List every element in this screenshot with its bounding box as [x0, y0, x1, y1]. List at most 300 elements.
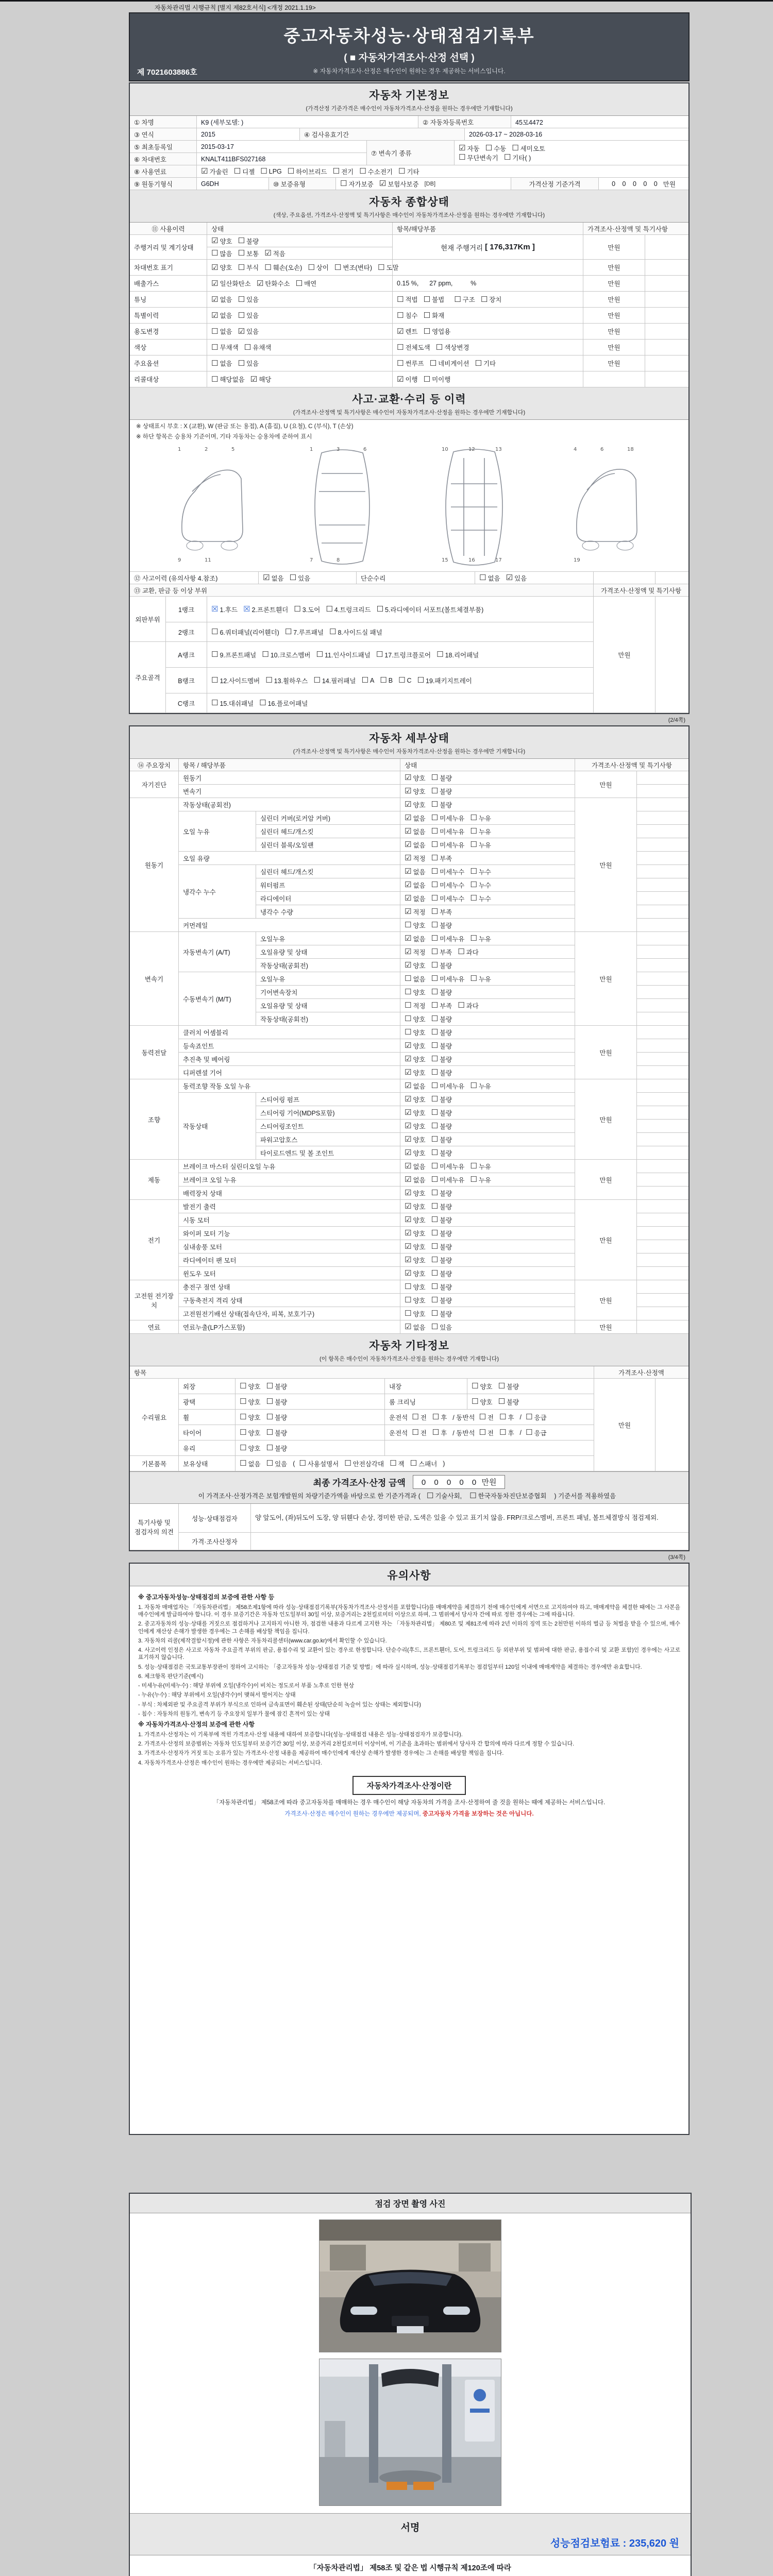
checkbox-option[interactable]: [431, 867, 465, 876]
checkbox-option[interactable]: [431, 1296, 452, 1305]
checkbox-option[interactable]: [431, 1256, 452, 1265]
checkbox-option[interactable]: [238, 249, 259, 258]
checkbox-option[interactable]: [412, 1413, 427, 1422]
checkbox-option[interactable]: [431, 921, 452, 930]
empty-box-icon: ☐: [344, 1459, 351, 1468]
checkbox-option[interactable]: [431, 1135, 452, 1144]
car-damage-diagrams: [130, 443, 688, 572]
checkbox-option[interactable]: [211, 236, 232, 246]
checkbox-label: 구조: [462, 296, 475, 303]
checkbox-option[interactable]: [504, 153, 531, 162]
empty-box-icon: ☐: [431, 907, 439, 916]
checkbox-option[interactable]: [405, 1135, 426, 1144]
checkbox-option[interactable]: [431, 1081, 465, 1091]
checkbox-option[interactable]: [436, 650, 479, 659]
checkbox-option[interactable]: [405, 1175, 426, 1184]
checkbox-option[interactable]: [240, 1444, 261, 1453]
accident-history-row: [130, 572, 688, 584]
column-header: 가격조사·산정액 및 특기사항: [575, 759, 688, 771]
checkbox-option[interactable]: [259, 699, 308, 708]
checkbox-option[interactable]: [459, 144, 480, 153]
checkbox-option[interactable]: [211, 311, 232, 320]
remark-cell: [637, 1120, 688, 1133]
empty-box-icon: ☐: [423, 294, 431, 304]
checkbox-option[interactable]: [240, 1428, 261, 1437]
checkbox-option[interactable]: [238, 311, 259, 320]
device-label: 변속기: [130, 932, 179, 1026]
checkbox-option[interactable]: [431, 1162, 465, 1171]
checkbox-option[interactable]: [431, 854, 452, 863]
checkbox-option[interactable]: [250, 375, 272, 384]
item-label: 라디에이터 팬 모터: [179, 1253, 400, 1267]
checkbox-option[interactable]: [431, 1001, 452, 1010]
checkbox-option[interactable]: [479, 1428, 494, 1437]
checkbox-option[interactable]: [470, 880, 491, 890]
checkbox-option[interactable]: [458, 947, 479, 957]
rank-label: A랭크: [166, 642, 207, 668]
checkbox-option[interactable]: [431, 1215, 452, 1225]
checkbox-option[interactable]: [405, 1323, 426, 1332]
checkbox-option[interactable]: [431, 1282, 452, 1292]
checked-box-icon: ☑: [405, 1067, 412, 1077]
checkbox-option[interactable]: [427, 1491, 462, 1500]
checkbox-option[interactable]: [431, 894, 465, 903]
state-options: [400, 1039, 575, 1053]
svg-text:18: 18: [627, 447, 634, 452]
sub-item-label: 작동상태(공회전): [256, 1012, 400, 1026]
checkbox-label: 불량: [275, 1414, 288, 1421]
checkbox-option[interactable]: [470, 827, 491, 836]
checkbox-option[interactable]: [294, 605, 320, 614]
state-options: [467, 1379, 594, 1394]
price-cell: 만원: [575, 798, 637, 932]
checkbox-option[interactable]: [431, 1242, 452, 1251]
checkbox-option[interactable]: [512, 144, 545, 153]
checkbox-label: 수소전기: [367, 168, 393, 176]
empty-box-icon: ☐: [472, 1381, 479, 1391]
checkbox-option[interactable]: [470, 1081, 491, 1091]
checkbox-option[interactable]: [405, 947, 426, 957]
checkbox-option[interactable]: [238, 236, 259, 246]
checkbox-option[interactable]: [405, 1122, 426, 1131]
checkbox-option[interactable]: [431, 947, 452, 957]
checkbox-option[interactable]: [405, 1242, 426, 1251]
checkbox-option[interactable]: [398, 167, 419, 176]
checkbox-option[interactable]: [397, 327, 418, 336]
checkbox-option[interactable]: [405, 1189, 426, 1198]
section-band: [130, 726, 688, 759]
checkbox-option[interactable]: [472, 1397, 493, 1406]
checkbox-option[interactable]: [262, 650, 310, 659]
checkbox-option[interactable]: [238, 263, 259, 272]
checkbox-option[interactable]: [211, 650, 256, 659]
checkbox-option[interactable]: [479, 1413, 494, 1422]
checkbox-option[interactable]: [470, 814, 491, 823]
checkbox-option[interactable]: [211, 375, 245, 384]
checkbox-option[interactable]: [405, 1202, 426, 1211]
checkbox-option[interactable]: [211, 359, 232, 368]
checkbox-option[interactable]: [405, 1068, 426, 1077]
checkbox-option[interactable]: [458, 1001, 479, 1010]
notice-subsection-title: ※ 중고자동차성능·상태점검의 보증에 관한 사항 등: [138, 1594, 275, 1601]
checkbox-option[interactable]: [240, 1382, 261, 1391]
checkbox-option[interactable]: [211, 327, 232, 336]
checkbox-option[interactable]: [264, 263, 302, 272]
checkbox-option[interactable]: [266, 1444, 288, 1453]
detail-group: [130, 932, 688, 1026]
empty-box-icon: ☐: [470, 867, 477, 876]
checkbox-option[interactable]: [397, 375, 418, 384]
checkbox-option[interactable]: [499, 1413, 514, 1422]
checkbox-option[interactable]: [431, 773, 452, 783]
state-options: [207, 324, 393, 340]
checkbox-option[interactable]: [405, 880, 426, 890]
overall-row: [130, 308, 688, 324]
checkbox-option[interactable]: [405, 1282, 426, 1292]
checkbox-option[interactable]: [470, 1175, 491, 1184]
checkbox-option[interactable]: [431, 1108, 452, 1117]
rank-label: C랭크: [166, 693, 207, 713]
checkbox-option[interactable]: [431, 1041, 452, 1050]
empty-box-icon: ☐: [431, 1161, 439, 1171]
checkbox-option[interactable]: [431, 814, 465, 823]
checkbox-label: 3.도어: [302, 606, 321, 614]
checkbox-option[interactable]: [362, 676, 375, 684]
checkbox-option[interactable]: [397, 343, 430, 352]
other-table: [130, 1379, 688, 1471]
checkbox-option[interactable]: [299, 1459, 339, 1468]
checkbox-option[interactable]: [431, 1055, 452, 1064]
checkbox-option[interactable]: [526, 1413, 547, 1422]
warranty-suffix: [DB]: [424, 180, 436, 187]
checkbox-option[interactable]: [296, 279, 317, 288]
checkbox-option[interactable]: [211, 699, 254, 708]
checkbox-option[interactable]: [470, 1162, 491, 1171]
checkbox-option[interactable]: [405, 1256, 426, 1265]
checkbox-option[interactable]: [398, 676, 411, 684]
checkbox-option[interactable]: [234, 167, 255, 176]
checkbox-option[interactable]: [211, 628, 279, 637]
checkbox-option[interactable]: [405, 1028, 426, 1037]
checkbox-option[interactable]: [326, 605, 371, 614]
checkbox-option[interactable]: [405, 1269, 426, 1278]
checkbox-option[interactable]: [498, 1382, 519, 1391]
checkbox-option[interactable]: [405, 1055, 426, 1064]
remark-cell: [645, 355, 688, 371]
checkbox-option[interactable]: [472, 1382, 493, 1391]
checkbox-option[interactable]: [475, 359, 496, 368]
checkbox-option[interactable]: [405, 1148, 426, 1158]
checkbox-option[interactable]: [431, 880, 465, 890]
checkbox-label: 불량: [440, 1123, 452, 1130]
notice-item: - 누유(누수) : 해당 부위에서 오일(냉각수)이 맺혀서 떨어지는 상태: [138, 1692, 296, 1699]
checkbox-option[interactable]: [405, 787, 426, 796]
checkbox-option[interactable]: [431, 1028, 452, 1037]
checkbox-option[interactable]: [499, 1428, 514, 1437]
checkbox-option[interactable]: [431, 988, 452, 997]
item-label: 고전원전기배선 상태(접속단자, 피복, 보호기구): [179, 1307, 400, 1320]
checkbox-option[interactable]: [405, 921, 426, 930]
state-options: [400, 1227, 575, 1240]
checkbox-option[interactable]: [340, 179, 374, 189]
checkbox-option[interactable]: [470, 840, 491, 850]
checkbox-label: 불량: [440, 788, 452, 795]
checked-box-icon: ☒: [211, 604, 219, 614]
checkbox-label: 있음: [246, 360, 259, 367]
checkbox-option[interactable]: [211, 676, 260, 685]
checkbox-label: A: [369, 676, 375, 684]
checkbox-option[interactable]: [266, 1459, 288, 1468]
checkbox-option[interactable]: [379, 179, 419, 189]
checkbox-label: 없음: [248, 1460, 261, 1468]
checkbox-option[interactable]: [405, 988, 426, 997]
checkbox-option[interactable]: [405, 1309, 426, 1318]
checkbox-option[interactable]: [431, 934, 465, 943]
checkbox-label: 불량: [440, 1149, 452, 1157]
checkbox-option[interactable]: [405, 840, 426, 850]
checkbox-option[interactable]: [469, 1491, 546, 1500]
svg-text:12: 12: [468, 447, 475, 452]
checkbox-option[interactable]: [431, 1269, 452, 1278]
checkbox-option[interactable]: [431, 1148, 452, 1158]
empty-box-icon: ☐: [240, 1459, 247, 1468]
checkbox-option[interactable]: [397, 295, 418, 304]
checkbox-option[interactable]: [405, 1041, 426, 1050]
checkbox-option[interactable]: [424, 295, 445, 304]
checkbox-option[interactable]: [240, 1397, 261, 1406]
checkbox-option[interactable]: [405, 1296, 426, 1305]
checkbox-option[interactable]: [313, 676, 356, 685]
checkbox-label: 양호: [413, 1123, 426, 1130]
checkbox-option[interactable]: [243, 605, 288, 614]
checkbox-option[interactable]: [431, 787, 452, 796]
checkbox-option[interactable]: [211, 263, 232, 272]
remark-cell: [637, 1200, 688, 1213]
detail-group: [130, 1026, 688, 1079]
checkbox-option[interactable]: [431, 827, 465, 836]
remark-cell: [637, 1039, 688, 1053]
checkbox-option[interactable]: [334, 263, 372, 272]
checkbox-option[interactable]: [431, 1175, 465, 1184]
checkbox-option[interactable]: [526, 1428, 547, 1437]
checkbox-option[interactable]: [201, 167, 228, 176]
row-label: 특별이력: [130, 308, 207, 324]
checkbox-option[interactable]: [405, 1001, 426, 1010]
checkbox-option[interactable]: [405, 934, 426, 943]
checkbox-option[interactable]: [431, 1202, 452, 1211]
checkbox-option[interactable]: [211, 279, 251, 288]
state-options: [400, 1093, 575, 1106]
checkbox-option[interactable]: [266, 1397, 288, 1406]
checkbox-option[interactable]: [405, 1162, 426, 1171]
checkbox-option[interactable]: [470, 974, 491, 984]
item-label: 원동기: [179, 771, 400, 785]
checkbox-option[interactable]: [405, 800, 426, 809]
checkbox-option[interactable]: [431, 800, 452, 809]
checkbox-option[interactable]: [431, 1122, 452, 1131]
checkbox-label: 전기: [341, 168, 354, 176]
checkbox-label: 이행: [405, 376, 418, 383]
checkbox-option[interactable]: [431, 1189, 452, 1198]
checkbox-option[interactable]: [432, 1413, 447, 1422]
checkbox-option[interactable]: [481, 295, 502, 304]
state-options: [207, 260, 399, 276]
checkbox-option[interactable]: [430, 359, 469, 368]
checkbox-option[interactable]: [436, 343, 469, 352]
checkbox-option[interactable]: [397, 311, 418, 320]
checkbox-label: 불량: [440, 1096, 452, 1104]
checkbox-option[interactable]: [333, 167, 354, 176]
checkbox-option[interactable]: [316, 650, 370, 659]
checkbox-label: 불량: [507, 1383, 519, 1391]
checkbox-label: 불량: [440, 989, 452, 996]
position-options: [385, 1425, 594, 1440]
checkbox-option[interactable]: [211, 605, 238, 614]
checkbox-option[interactable]: [459, 153, 498, 162]
checkbox-option[interactable]: [431, 1229, 452, 1238]
checkbox-option[interactable]: [431, 1095, 452, 1104]
checkbox-option[interactable]: [424, 327, 451, 336]
checkbox-option[interactable]: [431, 840, 465, 850]
checkbox-label: 12.사이드멤버: [220, 677, 260, 685]
checkbox-option[interactable]: [485, 144, 507, 153]
checkbox-option[interactable]: [405, 894, 426, 903]
checkbox-option[interactable]: [238, 359, 259, 368]
checkbox-option[interactable]: [265, 676, 308, 685]
checkbox-label: 누수: [478, 895, 491, 903]
checkbox-option[interactable]: [405, 1095, 426, 1104]
remark-cell: [637, 811, 688, 825]
empty-box-icon: ☐: [479, 573, 486, 582]
checkbox-option[interactable]: [431, 974, 465, 984]
checkbox-option[interactable]: [424, 375, 451, 384]
checkbox-option[interactable]: [397, 359, 424, 368]
checkbox-option[interactable]: [405, 1081, 426, 1091]
checkbox-option[interactable]: [431, 1309, 452, 1318]
checkbox-option[interactable]: [376, 650, 431, 659]
checkbox-option[interactable]: [417, 676, 472, 685]
checkbox-option[interactable]: [405, 1108, 426, 1117]
checkbox-label: 불량: [440, 922, 452, 929]
checkbox-label: 불량: [440, 1015, 452, 1023]
checkbox-option[interactable]: [359, 167, 393, 176]
checkbox-option[interactable]: [290, 573, 311, 583]
checkbox-option[interactable]: [506, 573, 527, 583]
state-options: [400, 1307, 575, 1320]
checkbox-option[interactable]: [390, 1459, 405, 1468]
checkbox-option[interactable]: [405, 854, 426, 863]
checkbox-option[interactable]: [412, 1428, 427, 1437]
column-header: ⑭ 주요장치: [130, 759, 179, 771]
checkbox-option[interactable]: [479, 573, 500, 583]
checkbox-option[interactable]: [405, 974, 426, 984]
checkbox-option[interactable]: [244, 343, 272, 352]
checkbox-option[interactable]: [405, 827, 426, 836]
checkbox-label: 부족: [440, 1002, 452, 1010]
checkbox-option[interactable]: [424, 311, 445, 320]
checkbox-option[interactable]: [432, 1428, 447, 1437]
section-band: [130, 1564, 688, 1586]
checkbox-label: 하이브리드: [296, 168, 327, 176]
checkbox-option[interactable]: [380, 676, 393, 684]
checkbox-option[interactable]: [405, 1229, 426, 1238]
checkbox-option[interactable]: [266, 1413, 288, 1422]
final-price-unit: 만원: [479, 1478, 497, 1487]
checkbox-option[interactable]: [405, 773, 426, 783]
state-options: [400, 986, 575, 999]
checkbox-option[interactable]: [377, 605, 484, 614]
checkbox-option[interactable]: [431, 907, 452, 917]
state-options: [467, 1394, 594, 1410]
checked-box-icon: ☑: [405, 1108, 412, 1117]
checkbox-option[interactable]: [410, 1459, 438, 1468]
empty-box-icon: ☐: [431, 920, 439, 929]
checkbox-option[interactable]: [211, 249, 232, 258]
checkbox-option[interactable]: [240, 1459, 261, 1468]
checkbox-option[interactable]: [211, 343, 239, 352]
checkbox-label: 양호: [413, 1015, 426, 1023]
checkbox-option[interactable]: [405, 867, 426, 876]
checkbox-option[interactable]: [260, 167, 281, 175]
checkbox-option[interactable]: [405, 1014, 426, 1024]
checkbox-option[interactable]: [285, 628, 324, 637]
checkbox-option[interactable]: [344, 1459, 384, 1468]
checkbox-option[interactable]: [405, 814, 426, 823]
section-note: (가격조사·산정액 및 특기사항은 매수인이 자동차가격조사·산정을 원하는 경우에만 기재합니다): [293, 749, 526, 755]
checkbox-option[interactable]: [454, 295, 475, 304]
checkbox-option[interactable]: [211, 295, 232, 304]
checkbox-option[interactable]: [431, 1068, 452, 1077]
checkbox-option[interactable]: [405, 1215, 426, 1225]
checkbox-option[interactable]: [264, 249, 285, 258]
checkbox-option[interactable]: [431, 1323, 452, 1332]
svg-text:11: 11: [204, 557, 211, 563]
checkbox-option[interactable]: [405, 907, 426, 917]
accident-history-label: ⑫ 사고이력 (유의사항 4.참조): [130, 572, 259, 584]
overall-row: [130, 292, 688, 308]
item-label: 룸 크리닝: [385, 1394, 467, 1410]
checkbox-option[interactable]: [238, 327, 259, 336]
checkbox-option[interactable]: [263, 573, 284, 583]
remark-cell: [637, 1240, 688, 1253]
checkbox-option[interactable]: [498, 1397, 519, 1406]
checkbox-option[interactable]: [240, 1413, 261, 1422]
empty-box-icon: ☐: [470, 813, 477, 822]
checkbox-option[interactable]: [288, 167, 327, 176]
remark-cell: [637, 1106, 688, 1120]
spacer-cell: [656, 572, 688, 584]
empty-box-icon: ☐: [260, 166, 267, 176]
remark-cell: [645, 292, 688, 308]
checked-box-icon: ☑: [405, 907, 412, 916]
appraiser-comment: [251, 1533, 688, 1550]
checkbox-option[interactable]: [266, 1428, 288, 1437]
checkbox-option[interactable]: [470, 934, 491, 943]
checkbox-option[interactable]: [257, 279, 290, 288]
checkbox-option[interactable]: [431, 961, 452, 970]
checkbox-option[interactable]: [308, 263, 329, 272]
checkbox-label: 적정: [413, 908, 426, 916]
checkbox-option[interactable]: [470, 894, 491, 903]
checkbox-option[interactable]: [431, 1014, 452, 1024]
checkbox-option[interactable]: [329, 628, 382, 637]
checkbox-option[interactable]: [470, 867, 491, 876]
checkbox-option[interactable]: [266, 1382, 288, 1391]
checkbox-option[interactable]: [238, 295, 259, 304]
empty-box-icon: ☐: [431, 1215, 439, 1224]
checkbox-option[interactable]: [405, 961, 426, 970]
empty-box-icon: ☐: [431, 1027, 439, 1037]
